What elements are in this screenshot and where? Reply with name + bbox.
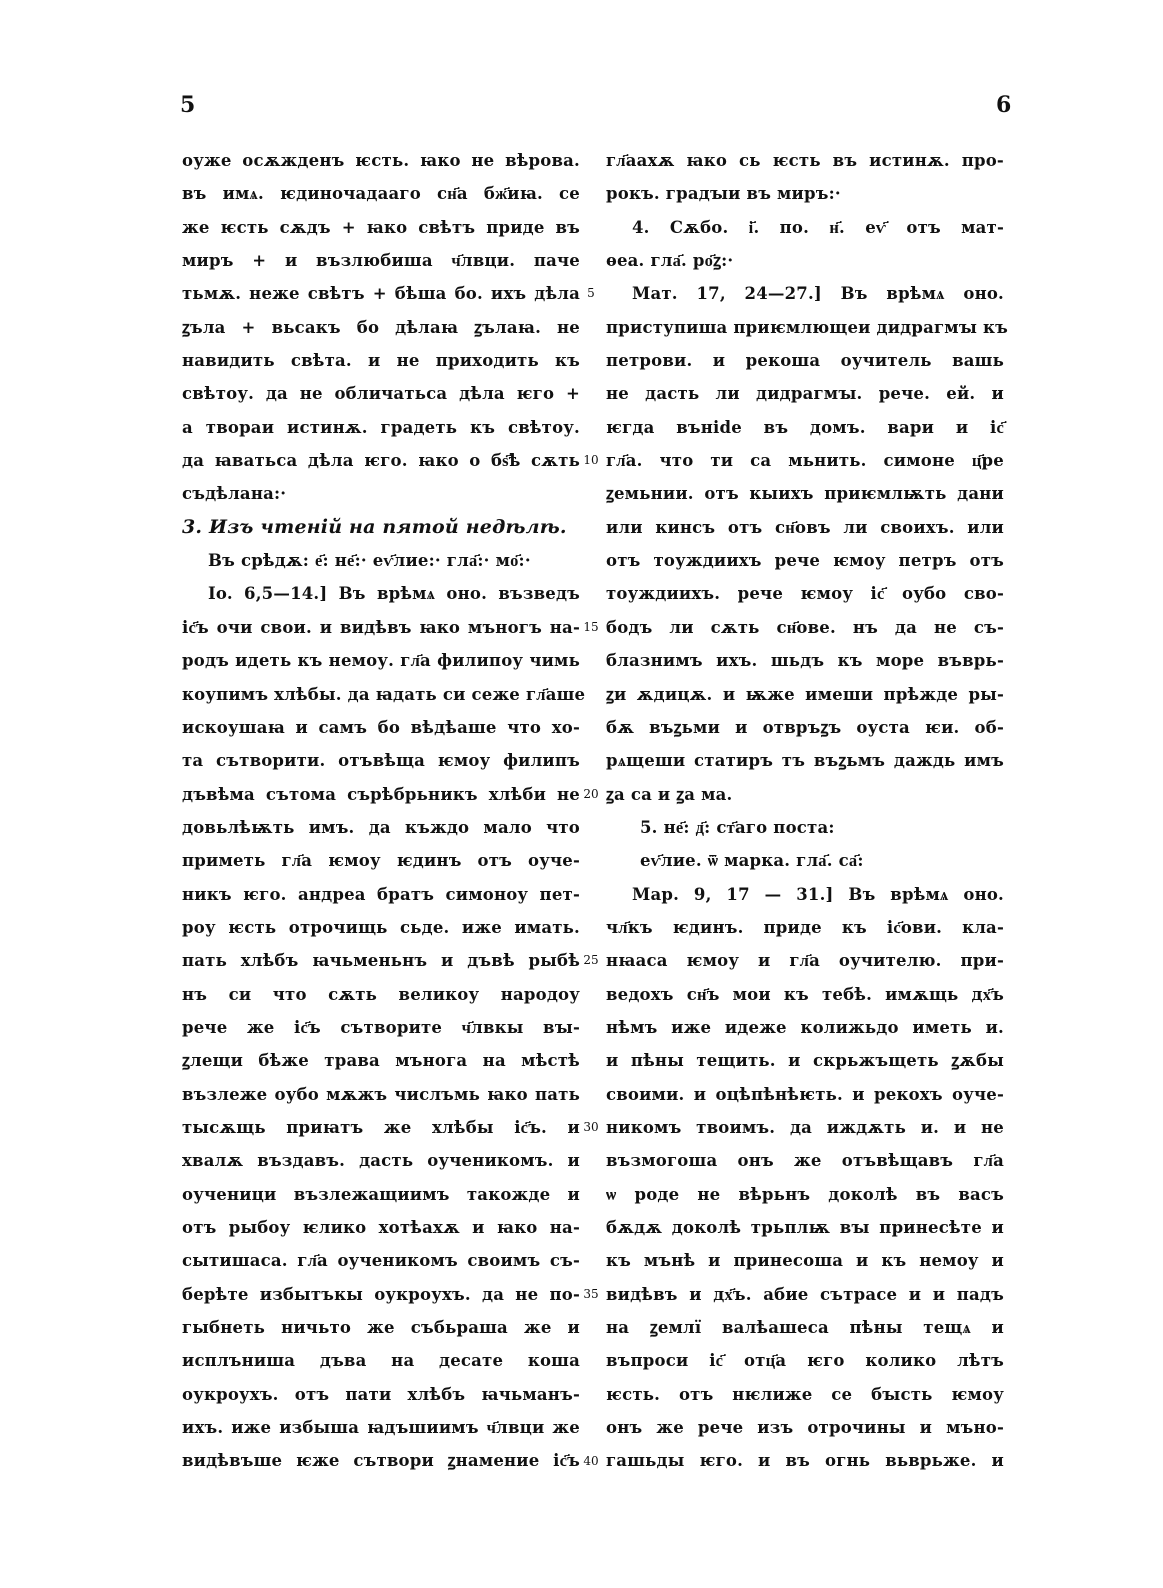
- margin-line-number: 40: [583, 1453, 599, 1468]
- text-line: тьмѫ. неже свѣтъ + бѣша бо. ихъ дѣла: [182, 284, 580, 304]
- text-line: Io. 6,5—14.] Въ врѣмѧ оно. възведъ: [208, 584, 580, 604]
- text-line: ѥгда вънide въ домъ. вари и іс҃: [606, 417, 1004, 437]
- text-line: гашьды ѥго. и въ огнь вьврьже. и: [606, 1451, 1004, 1471]
- text-line: хвалѫ въздавъ. дасть оученикомъ. и: [182, 1151, 580, 1171]
- text-line: или кинсъ отъ сн҃овъ ли своихъ. или: [606, 517, 1004, 537]
- text-line: на ꙁемлї валѣашеса пѣны тещѧ и: [606, 1318, 1004, 1338]
- text-line: онъ же рече изъ отрочины и мъно-: [606, 1418, 1004, 1438]
- text-line: ведохъ сн҃ъ мои къ тебѣ. имѫщь дх҃ъ: [606, 984, 1004, 1004]
- text-line: отъ тоуждиихъ рече ѥмоу петръ отъ: [606, 551, 1004, 571]
- text-line: възмогоша онъ же отъвѣщавъ гл҃а: [606, 1151, 1004, 1171]
- text-line: приметь гл҃а ѥмоу ѥдинъ отъ оуче-: [182, 851, 580, 871]
- text-line: навидить свѣта. и не приходить къ: [182, 351, 580, 371]
- text-line: оукроухъ. отъ пати хлѣбъ ꙗчьманъ-: [182, 1384, 580, 1404]
- text-line: съдѣлана:·: [182, 484, 287, 504]
- text-line: бодъ ли сѫть сн҃ове. нъ да не съ-: [606, 617, 1004, 637]
- page-number-left: 5: [180, 92, 196, 118]
- text-line: Мат. 17, 24—27.] Въ врѣмѧ оно.: [632, 284, 1004, 304]
- text-line: видѣвъше ѥже сътвори ꙁнамение іс҃ъ: [182, 1451, 580, 1471]
- text-line: сытишаса. гл҃а оученикомъ своимъ съ-: [182, 1251, 580, 1271]
- margin-line-number: 35: [583, 1286, 599, 1301]
- page-number-right: 6: [996, 92, 1012, 118]
- text-line: Въ срѣдѫ: е҃: не҃:· еѵ҃лие:· гла҃:· мо҃:·: [208, 551, 531, 571]
- margin-line-number: 5: [587, 286, 595, 301]
- text-line: нѣмъ иже идеже колижьдо иметь и.: [606, 1017, 1004, 1037]
- text-line: довьлѣѭть имъ. да къждо мало что: [182, 817, 580, 837]
- text-line: берѣте избытъкы оукроухъ. да не по-: [182, 1284, 580, 1304]
- text-line: 4. Сѫбо. і҃. по. н҃. еѵ҃ отъ мат-: [632, 217, 1004, 237]
- text-line: оуже осѫжденъ ѥсть. ꙗко не вѣрова.: [182, 151, 580, 170]
- text-line: бѫ въꙁьми и отвръꙁъ оуста ѥи. об-: [606, 717, 1004, 737]
- text-line: оученици възлежащиимъ такожде и: [182, 1184, 580, 1204]
- text-line: нꙗаса ѥмоу и гл҃а оучителю. при-: [606, 951, 1004, 971]
- text-line: еѵ҃лие. ѿ марка. гла҃. са҃:: [640, 851, 864, 871]
- text-line: ꙁлещи бѣже трава мънога на мѣстѣ: [182, 1051, 580, 1071]
- text-line: ѥсть. отъ нѥлиже се бꙑсть ѥмоу: [606, 1384, 1004, 1404]
- margin-line-number: 15: [583, 619, 599, 634]
- margin-line-number: 25: [583, 953, 599, 968]
- text-line: ꙁа са и ꙁа ма.: [606, 784, 733, 804]
- text-line: нъ си что сѫть великоу народоу: [182, 984, 580, 1004]
- text-line: ихъ. иже избыша ꙗдъшиимъ ч҃лвци же: [182, 1418, 580, 1438]
- text-line: тысѫщь приꙗтъ же хлѣбы іс҃ъ. и: [182, 1117, 580, 1137]
- text-line: гл҃а. что ти са мьнить. симоне ц҃ре: [606, 451, 1004, 471]
- text-line: бѫдѫ доколѣ трьплѭ вꙑ принесѣте и: [606, 1218, 1004, 1237]
- text-line: гл҃аахѫ ꙗко сь ѥсть въ истинѫ. про-: [606, 151, 1004, 170]
- text-line: къ мънѣ и принесоша и къ немоу и: [606, 1251, 1004, 1271]
- text-line: рѧщеши статиръ тъ въꙁьмъ даждь имъ: [606, 751, 1004, 771]
- text-line: петрови. и рекоша оучитель вашь: [606, 351, 1004, 371]
- text-line: своими. и оцѣпѣнѣѥть. и рекохъ оуче-: [606, 1084, 1004, 1104]
- section-heading: 3. Изъ чтеній на пятой недѣлѣ.: [182, 515, 567, 538]
- text-line: пать хлѣбъ ꙗчьменьнъ и дъвѣ рыбѣ: [182, 951, 580, 971]
- margin-line-number: 20: [583, 786, 599, 801]
- text-line: възлеже оубо мѫжъ числъмь ꙗко пать: [182, 1084, 580, 1104]
- text-line: Мар. 9, 17 — 31.] Въ врѣмѧ оно.: [632, 884, 1004, 904]
- text-line: 5. не҃: д҃: ст҃аго поста:: [640, 817, 835, 837]
- text-line: никъ ѥго. андреа братъ симоноу пет-: [182, 884, 580, 904]
- text-line: ꙁъла + вьсакъ бо дѣлаꙗ ꙁълаꙗ. не: [182, 317, 580, 337]
- text-line: рокъ. градꙑи въ миръ:·: [606, 184, 841, 204]
- right-text-column: [606, 144, 1008, 1478]
- text-line: коупимъ хлѣбы. да ꙗдать си сеже гл҃аше: [182, 684, 586, 704]
- text-line: никомъ твоимъ. да иждѫть и. и не: [606, 1117, 1004, 1137]
- text-line: миръ + и възлюбиша ч҃лвци. паче: [182, 251, 580, 271]
- text-line: ꙁемьнии. отъ кыихъ приѥмлѭть дани: [606, 484, 1004, 504]
- text-line: чл҃къ ѥдинъ. приде къ іс҃ови. кла-: [606, 917, 1004, 937]
- text-line: въпроси іс҃ отц҃а ѥго колико лѣтъ: [606, 1351, 1004, 1371]
- text-line: свѣтоу. да не обличатьса дѣла ѥго +: [182, 384, 580, 404]
- text-line: блазнимъ ихъ. шьдъ къ море въврь-: [606, 651, 1004, 671]
- text-line: іс҃ъ очи свои. и видѣвъ ꙗко мъногъ на-: [182, 617, 580, 637]
- text-line: гыбнеть ничьто же събьраша же и: [182, 1318, 580, 1338]
- text-line: отъ рыбоу ѥлико хотѣахѫ и ꙗко на-: [182, 1218, 580, 1237]
- text-line: видѣвъ и дх҃ъ. абие сътрасе и и падъ: [606, 1284, 1004, 1304]
- text-line: дъвѣма сътома сърѣбрьникъ хлѣби не: [182, 784, 580, 804]
- text-line: исплъниша дъва на десате коша: [182, 1351, 580, 1371]
- text-line: и пѣны тещить. и скрьжъщеть ꙁѫбы: [606, 1051, 1004, 1071]
- text-line: тоуждиихъ. рече ѥмоу іс҃ оубо сво-: [606, 584, 1004, 604]
- margin-line-number: 30: [583, 1120, 599, 1135]
- text-line: та сътворити. отъвѣща ѥмоу филипъ: [182, 751, 580, 771]
- text-line: ѳеа. гла҃. ро҃ꙁ:·: [606, 251, 734, 271]
- text-line: ꙁи ѫдицѫ. и ѭже имеши прѣжде ры-: [606, 684, 1004, 704]
- text-line: да ꙗватьса дѣла ѥго. ꙗко о бѕ҃ѣ сѫть: [182, 451, 580, 471]
- text-line: родъ идеть къ немоу. гл҃а филипоу чимь: [182, 651, 580, 671]
- text-line: не дасть ли дидрагмꙑ. рече. ей. и: [606, 384, 1004, 404]
- text-line: ѡ роде не вѣрьнъ доколѣ въ васъ: [606, 1184, 1004, 1204]
- text-line: въ имѧ. ѥдиночадааго сн҃а бж҃иꙗ. се: [182, 184, 580, 204]
- margin-line-number: 10: [583, 453, 599, 468]
- text-line: приступиша приѥмлющеи дидрагмꙑ къ: [606, 317, 1008, 337]
- left-text-column: [182, 144, 586, 1478]
- text-line: искоушаꙗ и самъ бо вѣдѣаше что хо-: [182, 717, 580, 737]
- text-line: рече же іс҃ъ сътворите ч҃лвкы вꙑ-: [182, 1017, 580, 1037]
- text-line: же ѥсть сѫдъ + ꙗко свѣтъ приде въ: [182, 217, 580, 237]
- text-line: роу ѥсть отрочищь сьде. иже имать.: [182, 917, 580, 937]
- text-line: а твораи истинѫ. градеть къ свѣтоу.: [182, 417, 580, 437]
